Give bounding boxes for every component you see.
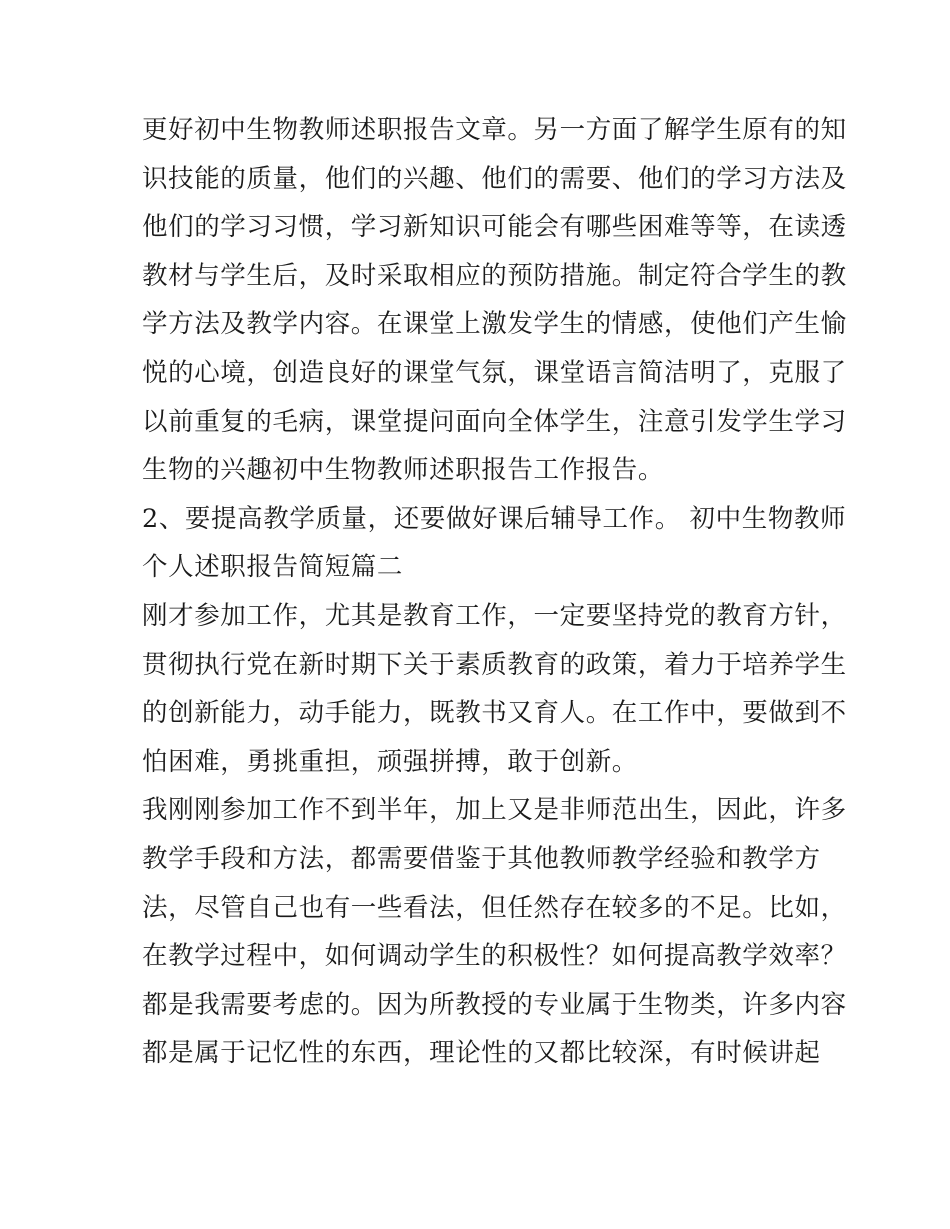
text-line: 在教学过程中，如何调动学生的积极性？如何提高教学效率？	[142, 941, 847, 972]
text-line: 悦的心境，创造良好的课堂气氛，课堂语言简洁明了，克服了	[142, 357, 847, 388]
text-line: 个人述职报告简短篇二	[142, 552, 404, 583]
text-line: 刚才参加工作，尤其是教育工作，一定要坚持党的教育方针，	[142, 600, 847, 631]
text-line: 他们的学习习惯，学习新知识可能会有哪些困难等等，在读透	[142, 212, 847, 243]
text-line: 学方法及教学内容。在课堂上激发学生的情感，使他们产生愉	[142, 309, 847, 340]
text-line: 生物的兴趣初中生物教师述职报告工作报告。	[142, 455, 665, 486]
document-body	[142, 106, 847, 1078]
text-line: 教材与学生后，及时采取相应的预防措施。制定符合学生的教	[142, 260, 847, 291]
text-line: 贯彻执行党在新时期下关于素质教育的政策，着力于培养学生	[142, 649, 847, 680]
text-line: 法，尽管自己也有一些看法，但任然存在较多的不足。比如，	[142, 892, 847, 923]
text-line: 都是属于记忆性的东西，理论性的又都比较深，有时候讲起	[142, 1038, 821, 1069]
text-line: 教学手段和方法，都需要借鉴于其他教师教学经验和教学方	[142, 843, 821, 874]
text-line: 2、要提高教学质量，还要做好课后辅导工作。 初中生物教师	[142, 503, 847, 534]
text-line: 识技能的质量，他们的兴趣、他们的需要、他们的学习方法及	[142, 163, 847, 194]
text-line: 的创新能力，动手能力，既教书又育人。在工作中，要做到不	[142, 698, 847, 729]
text-line: 怕困难，勇挑重担，顽强拼搏，敢于创新。	[142, 746, 638, 777]
text-line: 更好初中生物教师述职报告文章。另一方面了解学生原有的知	[142, 115, 847, 145]
text-line: 我刚刚参加工作不到半年，加上又是非师范出生，因此，许多	[142, 795, 847, 826]
text-line: 都是我需要考虑的。因为所教授的专业属于生物类，许多内容	[142, 989, 847, 1020]
text-line: 以前重复的毛病，课堂提问面向全体学生，注意引发学生学习	[142, 406, 847, 437]
